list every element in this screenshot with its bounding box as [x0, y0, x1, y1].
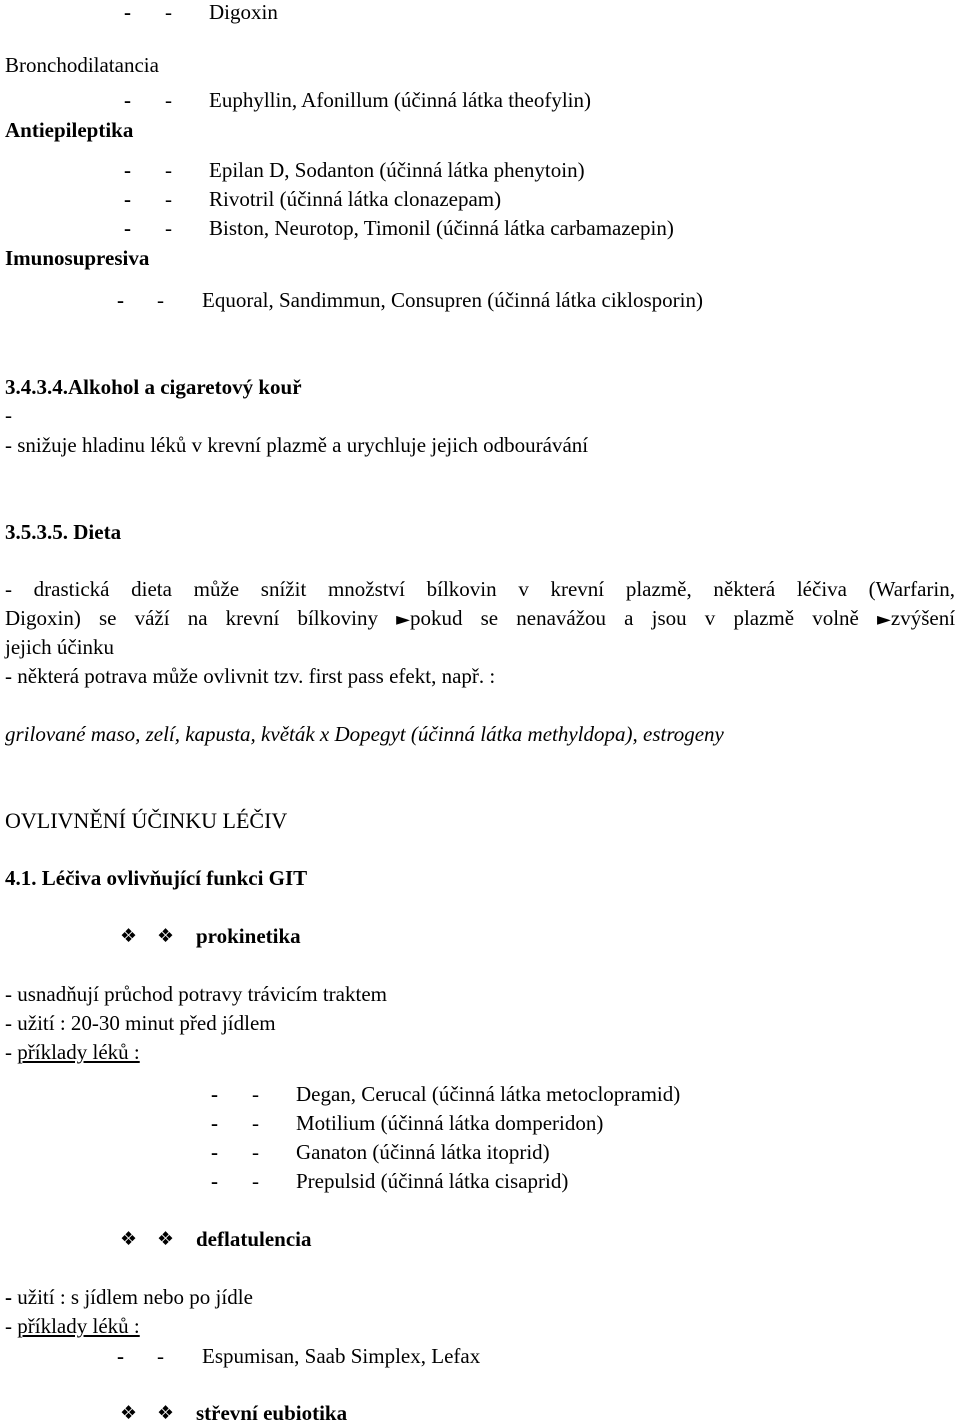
examples-label — [5, 1042, 140, 1063]
chapter-heading: OVLIVNĚNÍ ÚČINKU LÉČIV — [5, 808, 288, 833]
dieta-text: pokud se nenavážou a jsou v plazmě volně — [409, 606, 859, 630]
list-bullet: - — [124, 0, 131, 24]
list-bullet: - — [165, 158, 172, 182]
list-bullet: - — [165, 216, 172, 240]
examples-prefix: - — [5, 1040, 18, 1064]
section-heading-alkohol: 3.4.3.4.Alkohol a cigaretový kouř — [5, 375, 302, 399]
empty-bullet: - — [5, 403, 12, 427]
deflatulencia-text: užití : s jídlem nebo po jídle — [17, 1285, 253, 1309]
alkohol-text: - snižuje hladinu léků v krevní plazmě a urychluje jejich odbourávání — [5, 433, 589, 457]
list-bullet: - — [117, 288, 124, 312]
examples-label-text: příklady léků : — [17, 1314, 140, 1338]
list-bullet: - — [252, 1111, 259, 1135]
list-bullet: - — [124, 187, 131, 211]
drug-text: Euphyllin, Afonillum (účinná látka theofylin) — [209, 88, 592, 112]
drug-text: Prepulsid (účinná látka cisaprid) — [296, 1169, 569, 1193]
drug-text: Equoral, Sandimmun, Consupren (účinná látka ciklosporin) — [202, 288, 703, 312]
dieta-paragraph-line — [5, 608, 955, 629]
line-bullet: - — [5, 1285, 12, 1309]
subheading-text: deflatulencia — [196, 1227, 312, 1251]
diamond-icon: ❖ — [120, 1402, 138, 1424]
diamond-icon: ❖ — [120, 1228, 138, 1250]
list-bullet: - — [211, 1169, 218, 1193]
examples-label-text: příklady léků : — [17, 1040, 140, 1064]
list-bullet: - — [165, 187, 172, 211]
list-bullet: - — [157, 288, 164, 312]
drug-text: Degan, Cerucal (účinná látka metoclopramid) — [296, 1082, 681, 1106]
deflatulencia-line — [5, 1287, 253, 1308]
drug-text: Digoxin — [209, 0, 278, 24]
section-heading-git: 4.1. Léčiva ovlivňující funkci GIT — [5, 866, 308, 890]
dieta-text: zvýšení — [890, 606, 956, 630]
prokinetika-line: - usnadňují průchod potravy trávicím traktem — [5, 982, 387, 1006]
list-bullet: - — [124, 216, 131, 240]
list-bullet: - — [165, 0, 172, 24]
drug-text: Motilium (účinná látka domperidon) — [296, 1111, 604, 1135]
list-bullet: - — [117, 1344, 124, 1368]
dieta-paragraph-line: jejich účinku — [5, 635, 115, 659]
drug-text: Espumisan, Saab Simplex, Lefax — [202, 1344, 481, 1368]
diamond-icon: ❖ — [157, 925, 175, 947]
list-bullet: - — [252, 1082, 259, 1106]
drug-text: Rivotril (účinná látka clonazepam) — [209, 187, 502, 211]
drug-text: Ganaton (účinná látka itoprid) — [296, 1140, 550, 1164]
dieta-example: grilované maso, zelí, kapusta, květák x Dopegyt (účinná látka methyldopa), estrogeny — [5, 722, 724, 746]
dieta-text-potrava: - některá potrava může ovlivnit tzv. first pass efekt, např. : — [5, 664, 496, 688]
arrow-right-icon: ► — [877, 609, 891, 630]
arrow-right-icon: ► — [396, 609, 410, 630]
heading-bronchodilatancia: Bronchodilatancia — [5, 53, 159, 77]
list-bullet: - — [252, 1169, 259, 1193]
drug-text: Epilan D, Sodanton (účinná látka phenytoin) — [209, 158, 585, 182]
examples-label — [5, 1316, 140, 1337]
subheading-text: prokinetika — [196, 924, 301, 948]
diamond-icon: ❖ — [157, 1402, 175, 1424]
diamond-icon: ❖ — [157, 1228, 175, 1250]
heading-imunosupresiva: Imunosupresiva — [5, 246, 150, 270]
diamond-icon: ❖ — [120, 925, 138, 947]
list-bullet: - — [211, 1140, 218, 1164]
list-bullet: - — [211, 1111, 218, 1135]
list-bullet: - — [211, 1082, 218, 1106]
list-bullet: - — [157, 1344, 164, 1368]
examples-prefix: - — [5, 1314, 18, 1338]
subheading-text: střevní eubiotika — [196, 1401, 348, 1425]
list-bullet: - — [165, 88, 172, 112]
section-heading-dieta: 3.5.3.5. Dieta — [5, 520, 122, 544]
prokinetika-line: - užití : 20-30 minut před jídlem — [5, 1011, 276, 1035]
list-bullet: - — [124, 88, 131, 112]
list-bullet: - — [124, 158, 131, 182]
list-bullet: - — [252, 1140, 259, 1164]
dieta-paragraph-line: - drastická dieta může snížit množství bílkovin v krevní plazmě, některá léčiva (Warfarin, — [5, 577, 955, 601]
heading-antiepileptika: Antiepileptika — [5, 118, 134, 142]
dieta-text: Digoxin) se váží na krevní bílkoviny — [5, 606, 378, 630]
drug-text: Biston, Neurotop, Timonil (účinná látka carbamazepin) — [209, 216, 674, 240]
